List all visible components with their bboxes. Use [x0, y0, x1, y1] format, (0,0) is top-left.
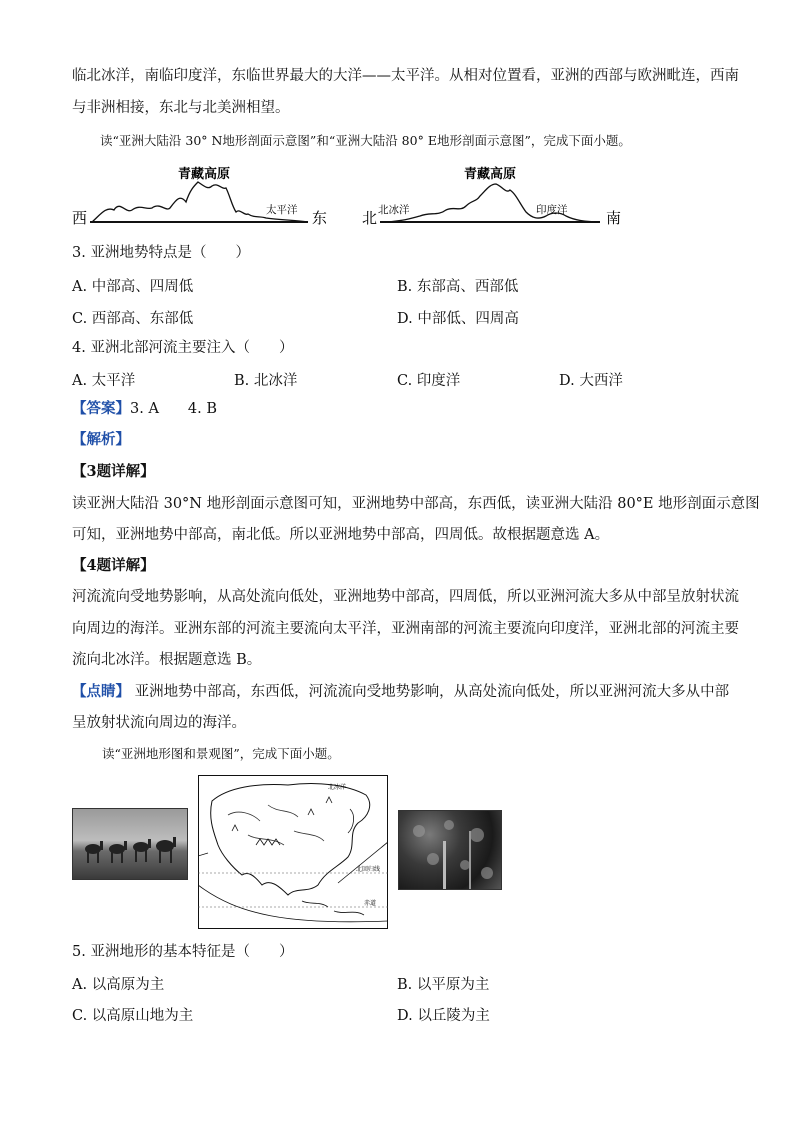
- map-label-arctic: 北冰洋: [328, 784, 347, 791]
- map-caption: 读“亚洲地形图和景观图”，完成下面小题。: [102, 746, 340, 761]
- profile-30n-diagram: [70, 160, 340, 232]
- profile-80e-sea-north: 北冰洋: [378, 204, 410, 216]
- profile-80e-diagram: [360, 160, 630, 232]
- q3-stem: 3. 亚洲地势特点是（ ）: [72, 245, 250, 261]
- comment-row: [72, 682, 730, 702]
- comment-line-2: 呈放射状流向周边的海洋。: [72, 715, 246, 731]
- profile-80e-north: 北: [362, 209, 378, 227]
- detail4-label: 【4题详解】: [72, 557, 155, 574]
- analysis-label: 【解析】: [72, 431, 130, 448]
- detail3-line-2: 可知，亚洲地势中部高，南北低。所以亚洲地势中部高，四周低。故根据题意选 A。: [72, 527, 610, 543]
- comment-label: 【点睛】: [72, 683, 130, 700]
- detail4-line-3: 流向北冰洋。根据题意选 B。: [72, 652, 262, 668]
- detail3-label: 【3题详解】: [72, 463, 155, 480]
- answer-row: [72, 399, 722, 419]
- profile-80e-title: 青藏高原: [464, 167, 517, 182]
- detail4-line-1: 河流流向受地势影响，从高处流向低处，亚洲地势中部高，四周低，所以亚洲河流大多从中部呈放射状流: [72, 589, 739, 605]
- detail3-line-1: 读亚洲大陆沿 30°N 地形剖面示意图可知，亚洲地势中部高，东西低，读亚洲大陆沿 80°E 地形剖面示意图: [72, 496, 760, 512]
- profile-30n-sea: 太平洋: [266, 204, 298, 216]
- q5-option-d: D. 以丘陵为主: [397, 1008, 490, 1024]
- q5-option-b: B. 以平原为主: [397, 977, 490, 993]
- map-label-equator: 赤道: [364, 900, 377, 907]
- q3-option-b: B. 东部高、西部低: [397, 279, 519, 295]
- asia-terrain-map: [198, 775, 388, 929]
- intro-line-1: 临北冰洋，南临印度洋，东临世界最大的大洋——太平洋。从相对位置看，亚洲的西部与欧洲毗连，西南: [72, 68, 739, 84]
- profile-caption: 读“亚洲大陆沿 30° N地形剖面示意图”和“亚洲大陆沿 80° E地形剖面示意图”，完成下面小题。: [100, 133, 631, 148]
- rainforest-photo: [398, 810, 502, 890]
- answer-label: 【答案】: [72, 400, 130, 417]
- detail4-line-2: 向周边的海洋。亚洲东部的河流主要流向太平洋，亚洲南部的河流主要流向印度洋，亚洲北部的河流主要: [72, 621, 739, 637]
- camel-desert-photo: [72, 808, 188, 880]
- q5-stem: 5. 亚洲地形的基本特征是（ ）: [72, 944, 294, 960]
- profile-80e-south: 南: [606, 209, 622, 227]
- profile-30n-west: 西: [72, 209, 88, 227]
- q3-option-a: A. 中部高、四周低: [72, 279, 194, 295]
- q4-option-a: A. 太平洋: [72, 373, 136, 389]
- q4-option-d: D. 大西洋: [559, 373, 623, 389]
- q4-stem: 4. 亚洲北部河流主要注入（ ）: [72, 340, 294, 356]
- comment-line-1: 亚洲地势中部高，东西低，河流流向受地势影响，从高处流向低处，所以亚洲河流大多从中部: [134, 684, 730, 700]
- q3-option-d: D. 中部低、四周高: [397, 311, 519, 327]
- q4-option-b: B. 北冰洋: [234, 373, 298, 389]
- profile-30n-east: 东: [312, 209, 328, 227]
- q5-option-a: A. 以高原为主: [72, 977, 165, 993]
- intro-line-2: 与非洲相接，东北与北美洲相望。: [72, 100, 290, 116]
- q5-option-c: C. 以高原山地为主: [72, 1008, 194, 1024]
- q4-option-c: C. 印度洋: [397, 373, 461, 389]
- map-label-tropic: 北回归线: [356, 866, 381, 873]
- q3-option-c: C. 西部高、东部低: [72, 311, 194, 327]
- profile-30n-title: 青藏高原: [178, 167, 231, 182]
- answer-text: 3. A 4. B: [130, 401, 218, 417]
- profile-80e-sea-south: 印度洋: [536, 204, 568, 216]
